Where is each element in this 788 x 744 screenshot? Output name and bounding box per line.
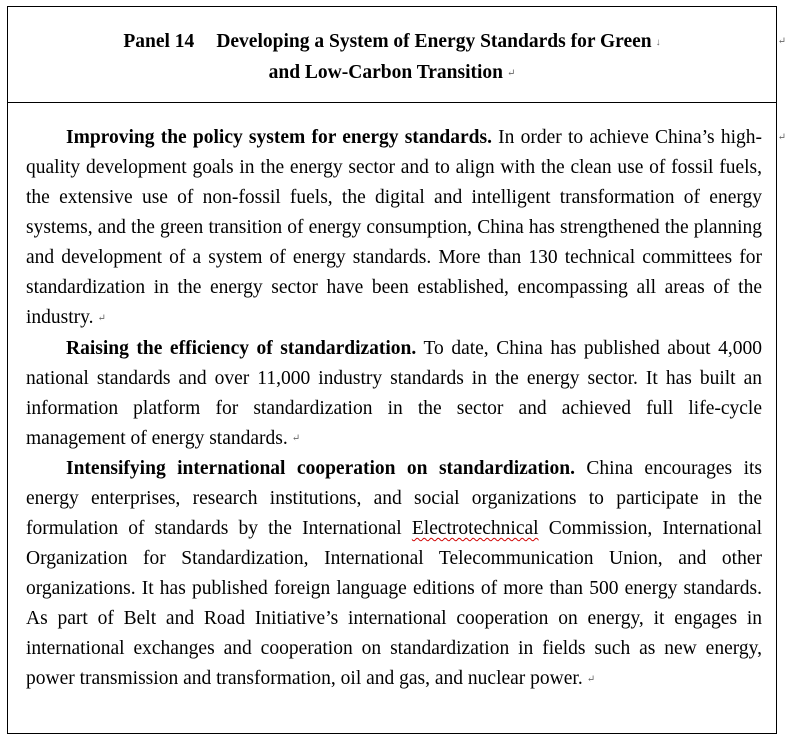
panel-title-text: Developing a System of Energy Standards for Green [216,31,652,52]
panel-number: Panel 14 [123,31,195,52]
return-mark-icon: ↵ [97,312,106,324]
paragraph-policy-system [26,123,762,334]
return-mark-icon: ↵ [291,433,301,445]
paragraph-text: China encourages its energy enterprises, research institutions, and social organizations to participate in the formulation of standards by the International [26,458,762,540]
paragraph-lead: Improving the policy system for energy standards. [66,127,492,148]
paragraph-text: In order to achieve China’s high-quality development goals in the energy sector and to align with the clean use of fossil fuels, the extensive use of non-fossil fuels, the digital and intelligent transformation of energy systems, and the green transition of energy consumption, China has strengthened the planning and development of a system of energy standards. More than 130 technical committees for standardization in the energy sector have been established, encompassing all areas of the industry. [26,127,763,328]
panel-title-line-2 [8,62,776,84]
return-mark-icon: ↵ [586,673,596,685]
spellcheck-flagged-word: Electrotechnical [411,518,539,540]
cell-end-mark-icon: ↵ [777,36,786,47]
paragraph-efficiency [26,334,762,455]
paragraph-lead: Raising the efficiency of standardization. [66,337,417,359]
paragraph-international-cooperation [26,454,762,695]
panel-header [8,7,776,103]
paragraph-text: To date, China has published about 4,000 national standards and over 11,000 industry standards in the energy sector. It has built an information platform for standardization in the sector and achieved full life-cycle management of energy standards. [26,337,762,449]
cell-end-mark-icon: ↵ [777,132,786,143]
panel-body [26,123,762,695]
panel-box [7,6,777,734]
down-arrow-mark-icon: ↓ [655,37,661,49]
paragraph-lead: Intensifying international cooperation on standardization. [66,458,575,480]
paragraph-text: Commission, International Organization for Standardization, International Telecommunication Union, and other organizations. It has published foreign language editions of more than 500 energy standards. As part of Belt and Road Initiative’s international cooperation on energy, it engages in international exchanges and cooperation on standardization in fields such as new energy, power transmission and transformation, oil and gas, and nuclear power. [26,518,762,690]
return-mark-icon: ↵ [507,68,516,80]
panel-title-line-1 [8,31,776,53]
panel-title-continuation: and Low-Carbon Transition [268,62,504,83]
